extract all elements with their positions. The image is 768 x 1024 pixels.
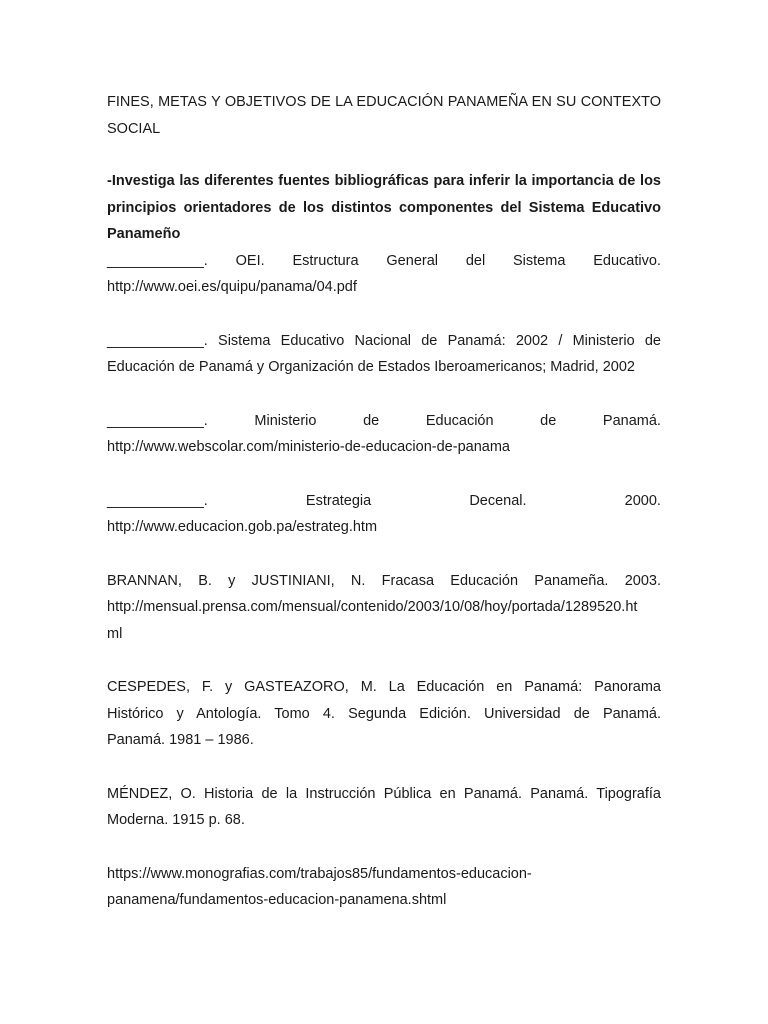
reference-line: Histórico y Antología. Tomo 4. Segunda Edición. Universidad de Panamá. <box>107 705 661 722</box>
reference-line: Panamá. 1981 – 1986. <box>107 732 254 748</box>
reference-url: http://www.educacion.gob.pa/estrateg.htm <box>107 519 378 535</box>
reference-word: OEI. <box>235 252 265 269</box>
reference-word: 2000. <box>624 492 661 509</box>
reference-url: panamena/fundamentos-educacion-panamena.shtml <box>107 892 447 908</box>
reference-word: de <box>540 412 557 429</box>
reference-word: Panamá. <box>602 412 661 429</box>
reference-word: Educación <box>425 412 494 429</box>
reference-line: Moderna. 1915 p. 68. <box>107 812 245 828</box>
reference-item-cespedes <box>107 674 661 754</box>
reference-url: https://www.monografias.com/trabajos85/fundamentos-educacion- <box>107 865 532 882</box>
document-title <box>107 89 661 142</box>
reference-line: BRANNAN, B. y JUSTINIANI, N. Fracasa Educación Panameña. 2003. <box>107 572 661 589</box>
reference-item-monografias <box>107 861 661 914</box>
reference-word: Estructura <box>292 252 359 269</box>
reference-line <box>107 248 661 275</box>
reference-word: ____________. <box>107 492 208 509</box>
reference-line <box>107 488 661 515</box>
reference-url: http://www.oei.es/quipu/panama/04.pdf <box>107 279 357 295</box>
reference-line <box>107 408 661 435</box>
reference-item-ministerio <box>107 408 661 461</box>
instruction-text: -Investiga las diferentes fuentes bibliográficas para inferir la importancia de los principios orientadores de los distintos componentes del Sistema Educativo Panameño <box>107 173 661 242</box>
reference-word: Ministerio <box>254 412 317 429</box>
reference-item-oei <box>107 248 661 301</box>
reference-url: http://mensual.prensa.com/mensual/contenido/2003/10/08/hoy/portada/1289520.ht <box>107 599 638 615</box>
reference-word: del <box>465 252 486 269</box>
reference-item-mendez <box>107 781 661 834</box>
reference-line: Educación de Panamá y Organización de Estados Iberoamericanos; Madrid, 2002 <box>107 359 635 375</box>
reference-item-estrategia <box>107 488 661 541</box>
reference-word: General <box>386 252 438 269</box>
reference-line: CESPEDES, F. y GASTEAZORO, M. La Educación en Panamá: Panorama <box>107 679 661 695</box>
reference-word: ____________. <box>107 412 208 429</box>
instruction-paragraph <box>107 168 661 248</box>
reference-word: Sistema <box>513 252 566 269</box>
reference-url: http://www.webscolar.com/ministerio-de-educacion-de-panama <box>107 439 510 455</box>
title-text: FINES, METAS Y OBJETIVOS DE LA EDUCACIÓN PANAMEÑA EN SU CONTEXTO SOCIAL <box>107 94 661 137</box>
reference-line: ____________. Sistema Educativo Nacional de Panamá: 2002 / Ministerio de <box>107 332 661 349</box>
reference-item-sistema-educativo <box>107 328 661 381</box>
reference-line: MÉNDEZ, O. Historia de la Instrucción Pública en Panamá. Panamá. Tipografía <box>107 785 661 802</box>
document-page <box>107 89 661 941</box>
reference-word: Decenal. <box>469 492 527 509</box>
reference-word: ____________. <box>107 252 208 269</box>
reference-word: Estrategia <box>305 492 372 509</box>
reference-word: Educativo. <box>593 252 661 269</box>
reference-item-brannan <box>107 568 661 648</box>
reference-url-end: ml <box>107 625 123 642</box>
reference-word: de <box>363 412 380 429</box>
